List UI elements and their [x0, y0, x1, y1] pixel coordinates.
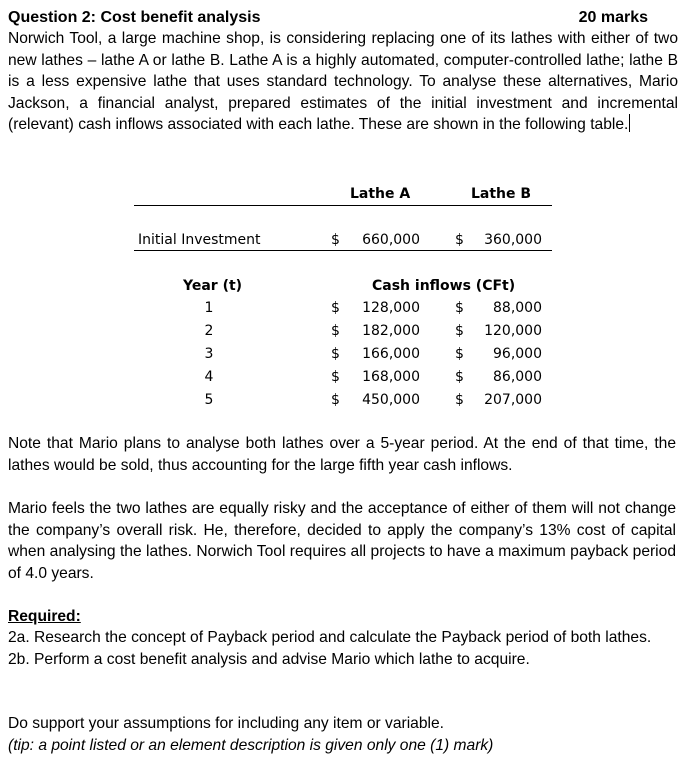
table-row-a-value: 166,000 — [362, 346, 420, 362]
note-text-1: Note that Mario plans to analyse both lathes over a 5-year period. At the end of that time, the lathes would be sold, thus accounting for the large fifth year cash inflows. — [8, 435, 676, 474]
table-row-year: 5 — [204, 392, 214, 408]
year-header: Year (t) — [183, 278, 243, 294]
text-cursor — [629, 114, 630, 132]
table-row-year: 1 — [204, 300, 214, 316]
table-row-year: 4 — [204, 369, 214, 385]
required-item-number: 2a. — [8, 629, 30, 646]
question-title: Question 2: Cost benefit analysis — [8, 9, 261, 26]
initial-rule — [134, 250, 552, 251]
support-text: Do support your assumptions for including any item or variable. — [8, 715, 444, 732]
required-item-2a — [8, 627, 676, 649]
question-header — [8, 7, 678, 28]
initial-b-value: 360,000 — [484, 232, 542, 248]
table-row-b-value: 88,000 — [493, 300, 542, 316]
question-marks: 20 marks — [578, 9, 648, 26]
table-row-b-value: 96,000 — [493, 346, 542, 362]
intro-text: Norwich Tool, a large machine shop, is considering replacing one of its lathes with either of two new lathes – lathe A or lathe B. Lathe A is a highly automated, computer-controlled lathe; lathe B is a less expensive lathe that uses standard technology. To analyse these alternatives, Mario Jackson, a financial analyst, prepared estimates of the initial investment and incremental (relevant) cash inflows associated with each lathe. These are shown in the following table. — [8, 30, 678, 133]
table-row-year: 2 — [204, 323, 214, 339]
table-row-b-value: 86,000 — [493, 369, 542, 385]
required-section — [8, 606, 676, 670]
table-row-a-currency: $ — [331, 300, 340, 316]
initial-b-currency: $ — [455, 232, 464, 248]
table-row-a-value: 450,000 — [362, 392, 420, 408]
table-row-b-currency: $ — [455, 346, 464, 362]
table-row-a-currency: $ — [331, 323, 340, 339]
table-row-b-currency: $ — [455, 369, 464, 385]
note-paragraph-2 — [8, 498, 676, 584]
required-title: Required: — [8, 608, 81, 625]
cash-inflows-header: Cash inflows (CFt) — [372, 278, 516, 294]
col-header-lathe-b: Lathe B — [471, 186, 532, 202]
col-header-lathe-a: Lathe A — [350, 186, 411, 202]
required-item-text: Research the concept of Payback period and calculate the Payback period of both lathes. — [34, 629, 652, 646]
required-item-text: Perform a cost benefit analysis and advise Mario which lathe to acquire. — [34, 650, 530, 668]
table-row-b-currency: $ — [455, 392, 464, 408]
table-row-a-currency: $ — [331, 392, 340, 408]
table-row-year: 3 — [204, 346, 214, 362]
table-row-a-currency: $ — [331, 369, 340, 385]
header-rule — [134, 205, 552, 206]
tip-text: (tip: a point listed or an element description is given only one (1) mark) — [8, 736, 494, 754]
note-text-2: Mario feels the two lathes are equally risky and the acceptance of either of them will not change the company’s overall risk. He, therefore, decided to apply the company’s 13% cost of capital when analysing the lathes. Norwich Tool requires all projects to have a maximum payback period of 4.0 years. — [8, 500, 676, 582]
question-block — [8, 7, 678, 136]
initial-investment-label: Initial Investment — [138, 232, 261, 248]
required-item-2b — [8, 649, 676, 671]
initial-a-currency: $ — [331, 232, 340, 248]
table-row-a-currency: $ — [331, 346, 340, 362]
required-item-number: 2b. — [8, 650, 30, 668]
table-row-b-currency: $ — [455, 323, 464, 339]
table-row-b-value: 207,000 — [484, 392, 542, 408]
note-paragraph-1 — [8, 433, 676, 476]
table-row-a-value: 128,000 — [362, 300, 420, 316]
table-row-b-value: 120,000 — [484, 323, 542, 339]
support-section — [8, 713, 676, 756]
initial-a-value: 660,000 — [362, 232, 420, 248]
table-row-b-currency: $ — [455, 300, 464, 316]
table-row-a-value: 182,000 — [362, 323, 420, 339]
table-row-a-value: 168,000 — [362, 369, 420, 385]
intro-paragraph — [8, 28, 678, 136]
